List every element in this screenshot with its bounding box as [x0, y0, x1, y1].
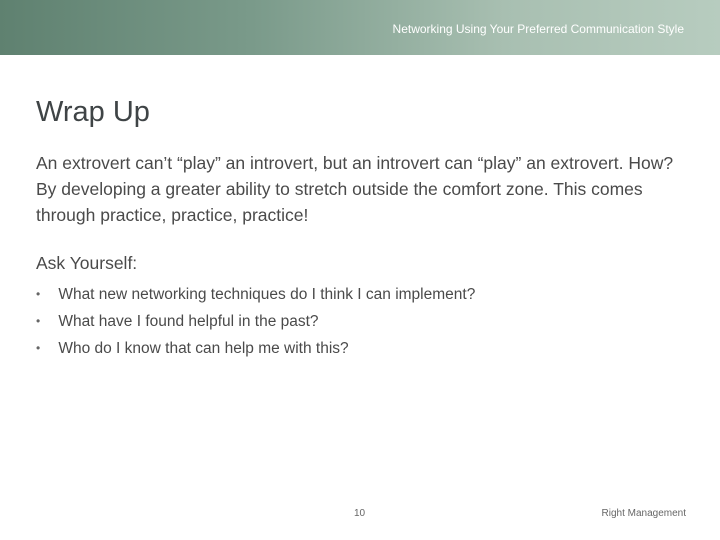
slide-title: Wrap Up: [36, 96, 150, 128]
footer-brand: Right Management: [601, 508, 686, 519]
question-text: Who do I know that can help me with this?: [58, 340, 349, 357]
question-item: [36, 308, 475, 335]
question-item: [36, 335, 475, 362]
question-text: What new networking techniques do I think I can implement?: [58, 286, 476, 303]
ask-yourself-heading: Ask Yourself:: [36, 253, 138, 273]
bullet-icon: •: [36, 314, 41, 328]
page-number: 10: [354, 508, 366, 519]
header-band: [0, 0, 720, 55]
bullet-icon: •: [36, 341, 41, 355]
question-item: [36, 281, 475, 308]
header-title: Networking Using Your Preferred Communication Style: [392, 22, 684, 36]
question-list: [36, 281, 475, 362]
bullet-icon: •: [36, 287, 41, 301]
intro-paragraph: An extrovert can’t “play” an introvert, but an introvert can “play” an extrovert. How? By developing a greater ability to stretch outside the comfort zone. This comes through practice, practice, practice!: [36, 153, 674, 225]
question-text: What have I found helpful in the past?: [58, 313, 319, 330]
